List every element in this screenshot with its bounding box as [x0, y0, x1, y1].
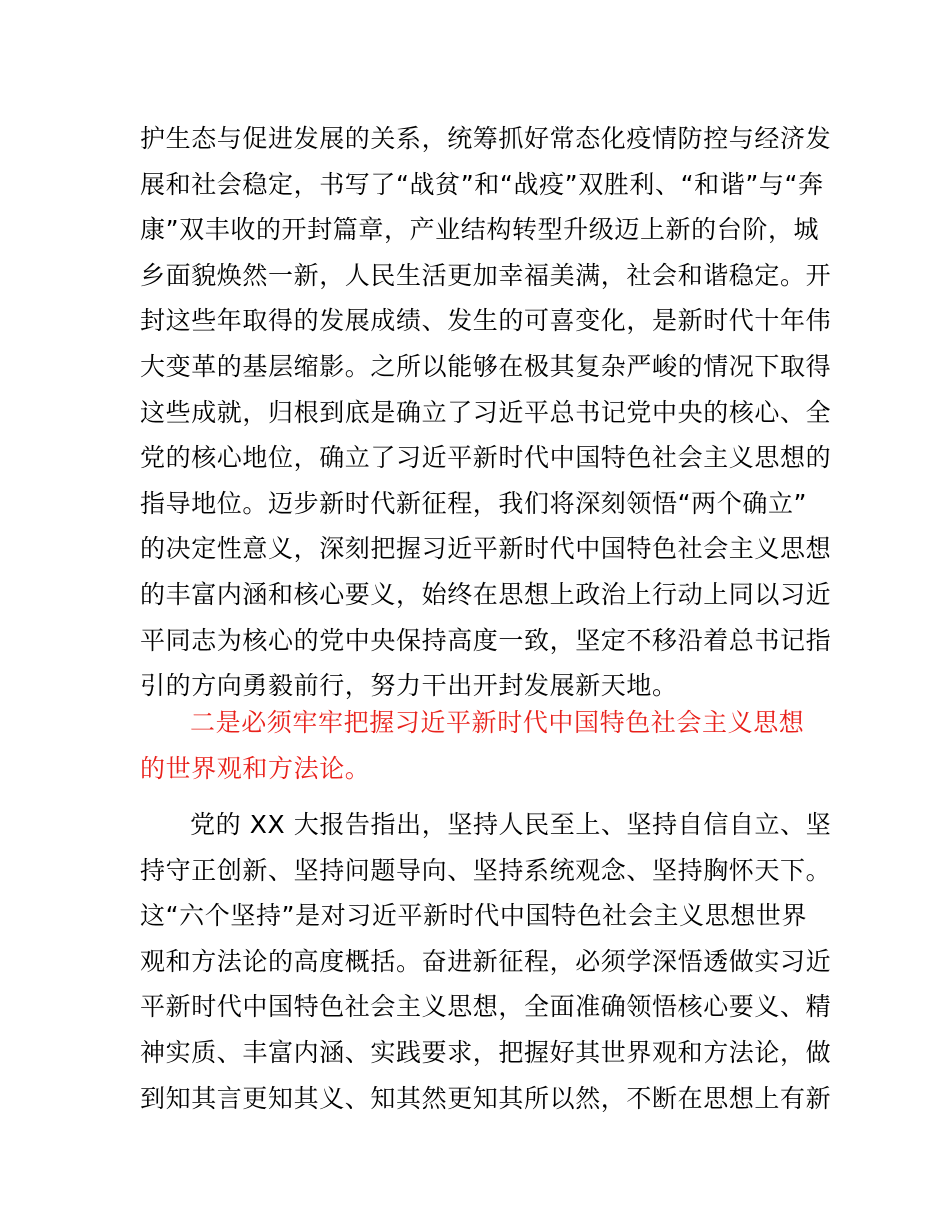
paragraph-line: 党的 XX 大报告指出，坚持人民至上、坚持自信自立、坚 — [190, 810, 832, 839]
paragraph-line: 神实质、丰富内涵、实践要求，把握好其世界观和方法论，做 — [140, 1037, 832, 1067]
heading-line: 二是必须牢牢把握习近平新时代中国特色社会主义思想 — [190, 708, 805, 737]
paragraph-line: 观和方法论的高度概括。奋进新征程，必须学深悟透做实习近 — [140, 946, 832, 976]
paragraph-line: 党的核心地位，确立了习近平新时代中国特色社会主义思想的 — [140, 443, 832, 473]
paragraph-line: 的决定性意义，深刻把握习近平新时代中国特色社会主义思想 — [140, 534, 832, 564]
paragraph-line: 平新时代中国特色社会主义思想，全面准确领悟核心要义、精 — [140, 992, 832, 1022]
section-heading — [140, 700, 820, 791]
body-paragraph-2 — [140, 802, 832, 1121]
paragraph-line: 指导地位。迈步新时代新征程，我们将深刻领悟“两个确立” — [140, 488, 808, 518]
paragraph-line: 引的方向勇毅前行，努力干出开封发展新天地。 — [140, 671, 678, 701]
paragraph-line: 乡面貌焕然一新，人民生活更加幸福美满，社会和谐稳定。开 — [140, 260, 832, 290]
paragraph-line: 护生态与促进发展的关系，统筹抓好常态化疫情防控与经济发 — [140, 124, 832, 153]
paragraph-line: 平同志为核心的党中央保持高度一致，坚定不移沿着总书记指 — [140, 625, 832, 655]
paragraph-line: 展和社会稳定，书写了“战贫”和“战疫”双胜利、“和谐”与“奔 — [140, 169, 824, 199]
heading-line: 的世界观和方法论。 — [140, 753, 371, 783]
paragraph-line: 大变革的基层缩影。之所以能够在极其复杂严峻的情况下取得 — [140, 351, 832, 381]
paragraph-line: 康”双丰收的开封篇章，产业结构转型升级迈上新的台阶，城 — [140, 215, 820, 245]
paragraph-line: 持守正创新、坚持问题导向、坚持系统观念、坚持胸怀天下。 — [140, 855, 832, 885]
paragraph-line: 这“六个坚持”是对习近平新时代中国特色社会主义思想世界 — [140, 901, 808, 931]
paragraph-line: 到知其言更知其义、知其然更知其所以然，不断在思想上有新 — [140, 1083, 832, 1113]
paragraph-line: 的丰富内涵和核心要义，始终在思想上政治上行动上同以习近 — [140, 579, 832, 609]
body-paragraph-1 — [140, 116, 832, 709]
paragraph-line: 封这些年取得的发展成绩、发生的可喜变化，是新时代十年伟 — [140, 306, 832, 336]
paragraph-line: 这些成就，归根到底是确立了习近平总书记党中央的核心、全 — [140, 397, 832, 427]
